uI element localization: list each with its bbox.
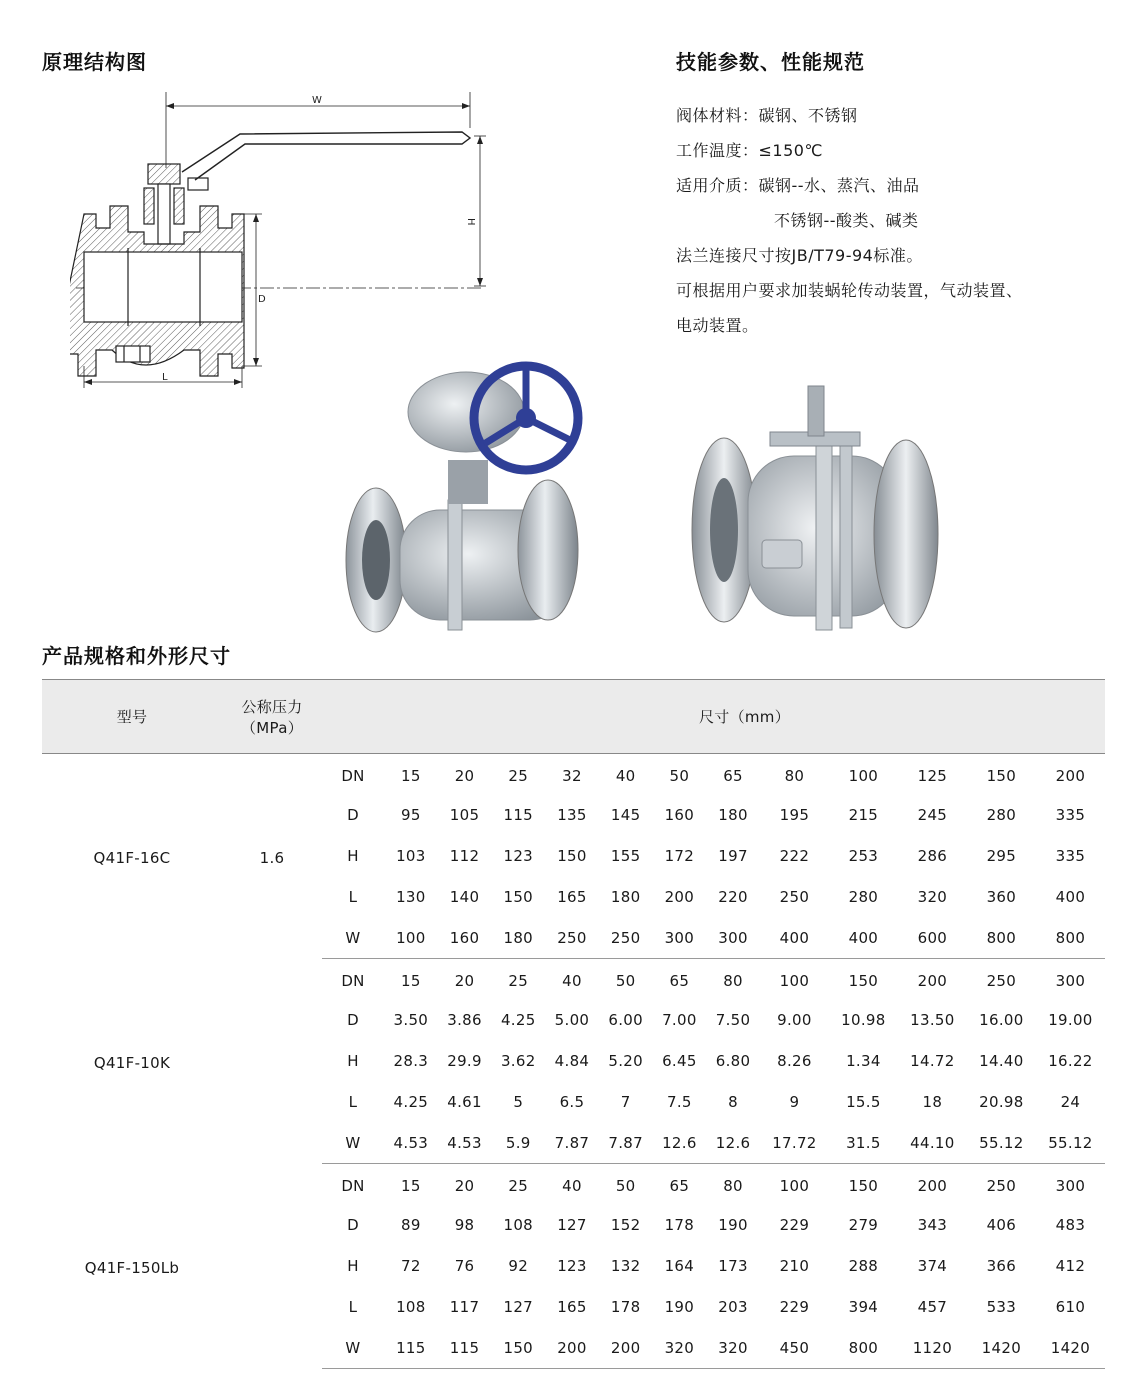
value-cell: 250 bbox=[599, 918, 653, 959]
value-cell: 250 bbox=[986, 972, 1017, 991]
value-cell: 6.00 bbox=[608, 1011, 643, 1029]
specs-title: 技能参数、性能规范 bbox=[676, 50, 865, 74]
value-cell: 125 bbox=[917, 767, 948, 786]
value-cell: 279 bbox=[848, 1216, 879, 1234]
value-cell: 280 bbox=[986, 806, 1017, 824]
value-cell: 215 bbox=[848, 806, 879, 824]
value-cell: 4.25 bbox=[500, 1011, 536, 1029]
value-cell: 15.5 bbox=[846, 1093, 881, 1111]
value-cell: 20 bbox=[454, 972, 475, 991]
value-cell: 127 bbox=[557, 1216, 587, 1234]
value-cell: 80 bbox=[723, 1177, 743, 1196]
value-cell: 150 bbox=[986, 767, 1017, 786]
value-cell: 360 bbox=[986, 888, 1017, 906]
value-cell: 164 bbox=[664, 1257, 695, 1275]
dimension-label-cell: L bbox=[348, 888, 358, 906]
value-cell: 253 bbox=[848, 847, 879, 865]
value-cell: 229 bbox=[779, 1298, 810, 1316]
value-cell: 5.9 bbox=[491, 1123, 545, 1164]
value-cell: 320 bbox=[653, 1328, 707, 1369]
value-cell: 195 bbox=[779, 806, 810, 824]
value-cell: 20 bbox=[454, 1177, 475, 1196]
value-cell: 178 bbox=[664, 1216, 695, 1234]
value-cell: 13.50 bbox=[910, 1011, 955, 1029]
value-cell: 335 bbox=[1055, 847, 1086, 865]
value-cell: 1.34 bbox=[846, 1052, 881, 1070]
value-cell: 4.25 bbox=[393, 1093, 429, 1111]
table-body bbox=[42, 754, 1105, 1369]
value-cell: 100 bbox=[779, 1177, 810, 1196]
value-cell: 320 bbox=[917, 888, 948, 906]
value-cell: 135 bbox=[557, 806, 587, 824]
value-cell: 100 bbox=[384, 918, 438, 959]
value-cell: 25 bbox=[508, 1177, 529, 1196]
header-dimension-spacer bbox=[322, 680, 384, 754]
spec-material: 阀体材料：碳钢、不锈钢 bbox=[676, 106, 858, 125]
value-cell: 12.6 bbox=[653, 1123, 707, 1164]
value-cell: 245 bbox=[917, 806, 948, 824]
value-cell: 178 bbox=[610, 1298, 641, 1316]
structure-diagram-title: 原理结构图 bbox=[42, 50, 147, 74]
value-cell: 229 bbox=[779, 1216, 810, 1234]
value-cell: 5 bbox=[513, 1093, 524, 1111]
value-cell: 115 bbox=[384, 1328, 438, 1369]
value-cell: 44.10 bbox=[898, 1123, 967, 1164]
value-cell: 25 bbox=[508, 972, 529, 991]
pressure-cell: 1.6 bbox=[259, 849, 285, 868]
value-cell: 343 bbox=[917, 1216, 948, 1234]
value-cell: 280 bbox=[848, 888, 879, 906]
value-cell: 190 bbox=[664, 1298, 695, 1316]
value-cell: 190 bbox=[718, 1216, 748, 1234]
dimension-label-cell: W bbox=[322, 1328, 384, 1369]
header-pressure-label: 公称压力 bbox=[241, 697, 303, 716]
value-cell: 155 bbox=[610, 847, 641, 865]
dimension-label-cell: D bbox=[347, 1011, 359, 1029]
value-cell: 180 bbox=[610, 888, 641, 906]
flanged-ball-valve-photo bbox=[680, 370, 950, 645]
value-cell: 72 bbox=[401, 1257, 421, 1275]
value-cell: 4.53 bbox=[438, 1123, 492, 1164]
value-cell: 9 bbox=[789, 1093, 800, 1111]
value-cell: 127 bbox=[503, 1298, 534, 1316]
value-cell: 150 bbox=[557, 847, 587, 865]
value-cell: 200 bbox=[917, 972, 948, 991]
value-cell: 24 bbox=[1060, 1093, 1081, 1111]
spec-temperature: 工作温度：≤150℃ bbox=[676, 141, 823, 160]
value-cell: 366 bbox=[986, 1257, 1017, 1275]
pressure-cell bbox=[222, 1164, 322, 1369]
value-cell: 412 bbox=[1055, 1257, 1086, 1275]
value-cell: 50 bbox=[669, 767, 690, 786]
value-cell: 160 bbox=[664, 806, 695, 824]
value-cell: 15 bbox=[401, 1177, 421, 1196]
model-cell: Q41F-150Lb bbox=[84, 1259, 180, 1277]
value-cell: 20 bbox=[454, 767, 475, 786]
dimension-label-cell: H bbox=[347, 1257, 359, 1275]
value-cell: 200 bbox=[1055, 767, 1086, 786]
value-cell: 300 bbox=[653, 918, 707, 959]
header-size: 尺寸（mm） bbox=[384, 680, 1105, 754]
value-cell: 32 bbox=[562, 767, 582, 786]
value-cell: 55.12 bbox=[967, 1123, 1036, 1164]
spec-media-continued: 不锈钢--酸类、碱类 bbox=[774, 211, 919, 230]
value-cell: 98 bbox=[454, 1216, 475, 1234]
pressure-cell bbox=[222, 959, 322, 1164]
value-cell: 150 bbox=[848, 1177, 879, 1196]
value-cell: 9.00 bbox=[777, 1011, 812, 1029]
value-cell: 92 bbox=[508, 1257, 529, 1275]
value-cell: 65 bbox=[723, 767, 743, 786]
value-cell: 5.00 bbox=[554, 1011, 590, 1029]
value-cell: 112 bbox=[449, 847, 480, 865]
value-cell: 65 bbox=[669, 1177, 690, 1196]
value-cell: 150 bbox=[848, 972, 879, 991]
value-cell: 165 bbox=[557, 1298, 587, 1316]
value-cell: 483 bbox=[1055, 1216, 1086, 1234]
value-cell: 108 bbox=[396, 1298, 426, 1316]
value-cell: 7.87 bbox=[545, 1123, 599, 1164]
value-cell: 6.80 bbox=[715, 1052, 751, 1070]
model-cell: Q41F-10K bbox=[93, 1054, 171, 1072]
value-cell: 16.22 bbox=[1048, 1052, 1093, 1070]
value-cell: 400 bbox=[829, 918, 898, 959]
dimension-label-cell: L bbox=[348, 1298, 358, 1316]
value-cell: 450 bbox=[760, 1328, 829, 1369]
value-cell: 6.5 bbox=[559, 1093, 585, 1111]
value-cell: 80 bbox=[723, 972, 743, 991]
value-cell: 295 bbox=[986, 847, 1017, 865]
value-cell: 40 bbox=[562, 1177, 582, 1196]
valve-cross-section-diagram bbox=[70, 88, 500, 398]
value-cell: 50 bbox=[615, 1177, 636, 1196]
value-cell: 17.72 bbox=[760, 1123, 829, 1164]
value-cell: 165 bbox=[557, 888, 587, 906]
spec-list bbox=[676, 98, 1106, 343]
value-cell: 117 bbox=[449, 1298, 480, 1316]
value-cell: 222 bbox=[779, 847, 810, 865]
spec-flange-standard: 法兰连接尺寸按JB/T79-94标准。 bbox=[676, 246, 923, 265]
value-cell: 145 bbox=[610, 806, 641, 824]
value-cell: 14.72 bbox=[910, 1052, 955, 1070]
value-cell: 172 bbox=[664, 847, 695, 865]
value-cell: 140 bbox=[449, 888, 480, 906]
value-cell: 130 bbox=[396, 888, 426, 906]
value-cell: 250 bbox=[986, 1177, 1017, 1196]
value-cell: 40 bbox=[562, 972, 582, 991]
value-cell: 250 bbox=[545, 918, 599, 959]
value-cell: 200 bbox=[917, 1177, 948, 1196]
value-cell: 150 bbox=[491, 1328, 545, 1369]
value-cell: 15 bbox=[401, 972, 421, 991]
value-cell: 250 bbox=[779, 888, 810, 906]
value-cell: 10.98 bbox=[841, 1011, 886, 1029]
value-cell: 7.50 bbox=[715, 1011, 751, 1029]
value-cell: 50 bbox=[615, 972, 636, 991]
value-cell: 4.61 bbox=[447, 1093, 482, 1111]
value-cell: 89 bbox=[401, 1216, 421, 1234]
value-cell: 197 bbox=[718, 847, 748, 865]
value-cell: 25 bbox=[508, 767, 529, 786]
value-cell: 55.12 bbox=[1036, 1123, 1105, 1164]
value-cell: 6.45 bbox=[662, 1052, 697, 1070]
value-cell: 3.50 bbox=[393, 1011, 429, 1029]
value-cell: 300 bbox=[706, 918, 760, 959]
value-cell: 200 bbox=[599, 1328, 653, 1369]
value-cell: 80 bbox=[784, 767, 805, 786]
value-cell: 457 bbox=[917, 1298, 948, 1316]
dimension-label-d: D bbox=[258, 294, 266, 305]
value-cell: 20.98 bbox=[979, 1093, 1024, 1111]
table-row bbox=[42, 959, 1105, 1000]
value-cell: 200 bbox=[664, 888, 695, 906]
dimension-label-cell: D bbox=[347, 806, 359, 824]
value-cell: 65 bbox=[669, 972, 690, 991]
value-cell: 15 bbox=[401, 767, 421, 786]
header-pressure bbox=[222, 680, 322, 754]
value-cell: 5.20 bbox=[608, 1052, 643, 1070]
value-cell: 4.53 bbox=[384, 1123, 438, 1164]
value-cell: 400 bbox=[760, 918, 829, 959]
table-row bbox=[42, 754, 1105, 795]
spec-options: 可根据用户要求加装蜗轮传动装置，气动装置、 bbox=[676, 281, 1023, 300]
dimension-label-h: H bbox=[465, 218, 476, 226]
spec-media: 适用介质：碳钢--水、蒸汽、油品 bbox=[676, 176, 920, 195]
value-cell: 14.40 bbox=[979, 1052, 1024, 1070]
value-cell: 105 bbox=[449, 806, 480, 824]
value-cell: 300 bbox=[1055, 972, 1086, 991]
model-cell: Q41F-16C bbox=[93, 849, 171, 868]
value-cell: 210 bbox=[779, 1257, 810, 1275]
value-cell: 203 bbox=[718, 1298, 748, 1316]
value-cell: 286 bbox=[917, 847, 948, 865]
value-cell: 12.6 bbox=[706, 1123, 760, 1164]
value-cell: 406 bbox=[986, 1216, 1017, 1234]
value-cell: 132 bbox=[610, 1257, 641, 1275]
value-cell: 220 bbox=[718, 888, 748, 906]
table-title: 产品规格和外形尺寸 bbox=[42, 644, 231, 668]
worm-gear-ball-valve-photo bbox=[330, 360, 620, 640]
value-cell: 4.84 bbox=[554, 1052, 590, 1070]
dimension-label-cell: DN bbox=[341, 767, 365, 786]
dimension-label-l: L bbox=[162, 372, 168, 383]
value-cell: 1120 bbox=[898, 1328, 967, 1369]
value-cell: 108 bbox=[503, 1216, 534, 1234]
value-cell: 533 bbox=[986, 1298, 1017, 1316]
value-cell: 800 bbox=[829, 1328, 898, 1369]
table-header-row bbox=[42, 680, 1105, 754]
dimension-label-cell: W bbox=[322, 1123, 384, 1164]
value-cell: 300 bbox=[1055, 1177, 1086, 1196]
dimension-label-cell: H bbox=[347, 847, 359, 865]
value-cell: 288 bbox=[848, 1257, 879, 1275]
dimension-label-w: W bbox=[312, 95, 322, 106]
value-cell: 95 bbox=[401, 806, 421, 824]
value-cell: 18 bbox=[922, 1093, 943, 1111]
value-cell: 8.26 bbox=[777, 1052, 812, 1070]
value-cell: 28.3 bbox=[393, 1052, 429, 1070]
value-cell: 3.86 bbox=[447, 1011, 482, 1029]
value-cell: 800 bbox=[1036, 918, 1105, 959]
value-cell: 7 bbox=[620, 1093, 631, 1111]
dimension-label-cell: H bbox=[347, 1052, 359, 1070]
header-pressure-unit: （MPa） bbox=[240, 718, 303, 737]
value-cell: 610 bbox=[1055, 1298, 1086, 1316]
spec-table bbox=[42, 679, 1105, 1369]
value-cell: 29.9 bbox=[447, 1052, 482, 1070]
value-cell: 335 bbox=[1055, 806, 1086, 824]
value-cell: 16.00 bbox=[979, 1011, 1024, 1029]
value-cell: 19.00 bbox=[1048, 1011, 1093, 1029]
value-cell: 8 bbox=[728, 1093, 738, 1111]
value-cell: 160 bbox=[438, 918, 492, 959]
value-cell: 173 bbox=[718, 1257, 748, 1275]
table-row bbox=[42, 1164, 1105, 1205]
dimension-label-cell: DN bbox=[341, 1177, 365, 1196]
value-cell: 180 bbox=[491, 918, 545, 959]
value-cell: 123 bbox=[557, 1257, 587, 1275]
value-cell: 40 bbox=[615, 767, 636, 786]
value-cell: 76 bbox=[454, 1257, 475, 1275]
value-cell: 31.5 bbox=[829, 1123, 898, 1164]
value-cell: 600 bbox=[898, 918, 967, 959]
dimension-label-cell: L bbox=[348, 1093, 358, 1111]
dimension-label-cell: W bbox=[322, 918, 384, 959]
value-cell: 7.00 bbox=[662, 1011, 697, 1029]
value-cell: 100 bbox=[779, 972, 810, 991]
spec-options-continued: 电动装置。 bbox=[676, 316, 759, 335]
value-cell: 7.5 bbox=[666, 1093, 692, 1111]
header-model: 型号 bbox=[42, 680, 222, 754]
value-cell: 123 bbox=[503, 847, 534, 865]
value-cell: 115 bbox=[438, 1328, 492, 1369]
value-cell: 180 bbox=[718, 806, 748, 824]
value-cell: 374 bbox=[917, 1257, 948, 1275]
dimension-label-cell: D bbox=[347, 1216, 359, 1234]
value-cell: 394 bbox=[848, 1298, 879, 1316]
value-cell: 3.62 bbox=[500, 1052, 536, 1070]
value-cell: 320 bbox=[706, 1328, 760, 1369]
value-cell: 1420 bbox=[967, 1328, 1036, 1369]
value-cell: 1420 bbox=[1036, 1328, 1105, 1369]
value-cell: 115 bbox=[503, 806, 534, 824]
value-cell: 150 bbox=[503, 888, 534, 906]
value-cell: 400 bbox=[1055, 888, 1086, 906]
value-cell: 152 bbox=[610, 1216, 641, 1234]
value-cell: 103 bbox=[396, 847, 426, 865]
value-cell: 800 bbox=[967, 918, 1036, 959]
value-cell: 200 bbox=[545, 1328, 599, 1369]
value-cell: 100 bbox=[848, 767, 879, 786]
value-cell: 7.87 bbox=[599, 1123, 653, 1164]
dimension-label-cell: DN bbox=[341, 972, 365, 991]
